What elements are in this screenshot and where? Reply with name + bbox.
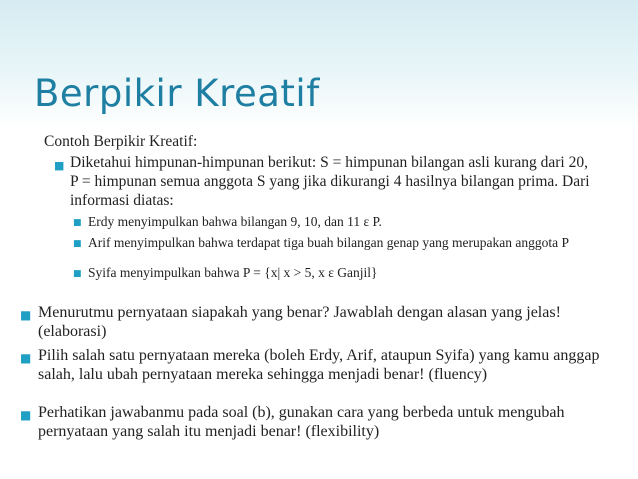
- question-text: Pilih salah satu pernyataan mereka (boleh Erdy, Arif, ataupun Syifa) yang kamu anggap salah, lalu ubah pernyataan mereka sehingga menjadi benar! (fluency): [38, 347, 600, 383]
- intro-text: Contoh Berpikir Kreatif:: [44, 133, 198, 150]
- bullet-icon: ■: [73, 239, 82, 249]
- statement-item: [73, 265, 588, 280]
- bullet-icon: ■: [73, 218, 82, 228]
- problem-text: Diketahui himpunan-himpunan berikut: S = himpunan bilangan asli kurang dari 20, P = himpunan semua anggota S yang jika dikurangi 4 hasilnya bilangan prima. Dari informasi diatas:: [70, 154, 590, 209]
- question-text: Perhatikan jawabanmu pada soal (b), gunakan cara yang berbeda untuk mengubah pernyataan yang salah itu menjadi benar! (flexibility): [38, 404, 565, 440]
- question-item: [20, 346, 618, 384]
- question-item: [20, 303, 618, 341]
- question-text: Menurutmu pernyataan siapakah yang benar? Jawablah dengan alasan yang jelas! (elaborasi): [38, 304, 561, 340]
- statement-text: Arif menyimpulkan bahwa terdapat tiga buah bilangan genap yang merupakan anggota P: [88, 235, 569, 250]
- statement-item: [73, 235, 588, 250]
- statement-text: Syifa menyimpulkan bahwa P = {x| x > 5, x ε Ganjil}: [88, 265, 378, 280]
- question-item: [20, 403, 618, 441]
- bullet-icon: ■: [20, 308, 32, 322]
- problem-item: [54, 153, 590, 210]
- bullet-icon: ■: [20, 351, 32, 365]
- slide-title: Berpikir Kreatif: [34, 72, 320, 115]
- statement-text: Erdy menyimpulkan bahwa bilangan 9, 10, dan 11 ε P.: [88, 214, 382, 229]
- bullet-icon: ■: [73, 269, 82, 279]
- bullet-icon: ■: [54, 159, 65, 172]
- bullet-icon: ■: [20, 408, 32, 422]
- statement-item: [73, 214, 588, 229]
